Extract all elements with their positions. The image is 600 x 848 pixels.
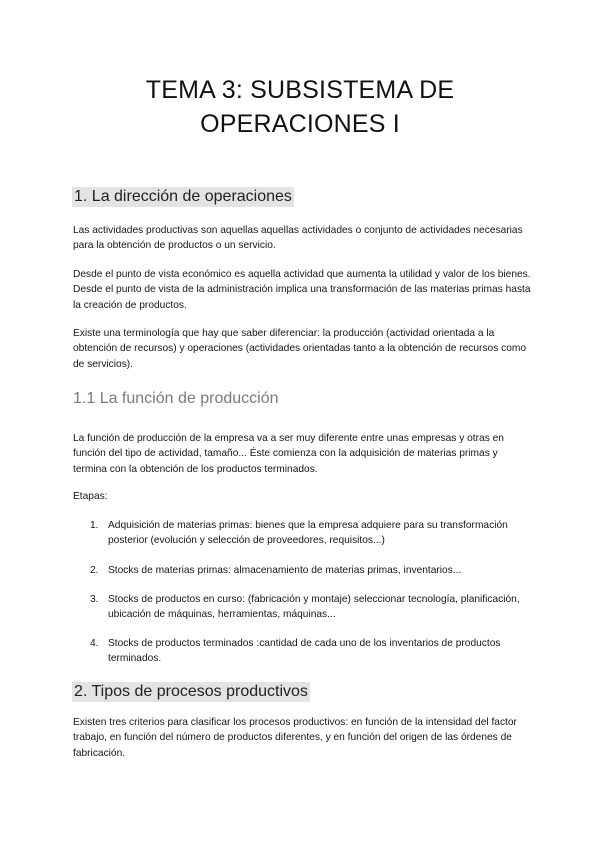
list-item-text: Adquisición de materias primas: bienes que la empresa adquiere para su transformación posterior (evolución y selección de proveedores, requisitos...) xyxy=(108,520,508,547)
list-item-number: 2. xyxy=(90,565,99,576)
etapas-label: Etapas: xyxy=(73,491,108,502)
list-item xyxy=(90,592,530,623)
paragraph-funcion-produccion: La función de producción de la empresa va a ser muy diferente entre unas empresas y otras en función del tipo de actividad, tamaño... Éste comienza con la adquisición de materias primas y termina con la obtención de los productos terminados. xyxy=(73,433,504,475)
list-item xyxy=(90,518,530,549)
title-line-2: OPERACIONES I xyxy=(200,110,400,138)
subsection-heading-funcion-produccion: 1.1 La función de producción xyxy=(73,390,279,407)
paragraph-terminologia: Existe una terminología que hay que saber diferenciar: la producción (actividad orientada a la obtención de recursos) y operaciones (actividades orientadas tanto a la obtención de recursos como de servicios). xyxy=(73,328,527,370)
list-item-number: 4. xyxy=(90,638,99,649)
list-item xyxy=(90,563,530,578)
list-item-text: Stocks de productos en curso: (fabricación y montaje) seleccionar tecnología, planificación, ubicación de máquinas, herramientas, máquinas... xyxy=(108,594,520,621)
paragraph-actividades-productivas: Las actividades productivas son aquellas aquellas actividades o conjunto de actividades necesarias para la obtención de productos o un servicio. xyxy=(73,225,523,252)
list-item xyxy=(90,636,530,667)
list-item-text: Stocks de materias primas: almacenamiento de materias primas, inventarios... xyxy=(108,565,462,576)
paragraph-punto-de-vista: Desde el punto de vista económico es aquella actividad que aumenta la utilidad y valor de los bienes. Desde el punto de vista de la administración implica una transformación de las materias primas hasta la creación de productos. xyxy=(73,269,531,311)
list-item-number: 1. xyxy=(90,520,99,531)
title-line-1: TEMA 3: SUBSISTEMA DE xyxy=(145,76,455,104)
section-heading-direccion-operaciones: 1. La dirección de operaciones xyxy=(74,188,292,205)
paragraph-criterios-procesos: Existen tres criterios para clasificar los procesos productivos: en función de la intensidad del factor trabajo, en función del número de productos diferentes, y en función del origen de las órdenes de fabricación. xyxy=(73,717,517,759)
document-title xyxy=(0,73,600,141)
section-heading-tipos-procesos: 2. Tipos de procesos productivos xyxy=(74,683,308,700)
list-item-text: Stocks de productos terminados :cantidad de cada uno de los inventarios de productos terminados. xyxy=(108,638,501,665)
list-item-number: 3. xyxy=(90,594,99,605)
